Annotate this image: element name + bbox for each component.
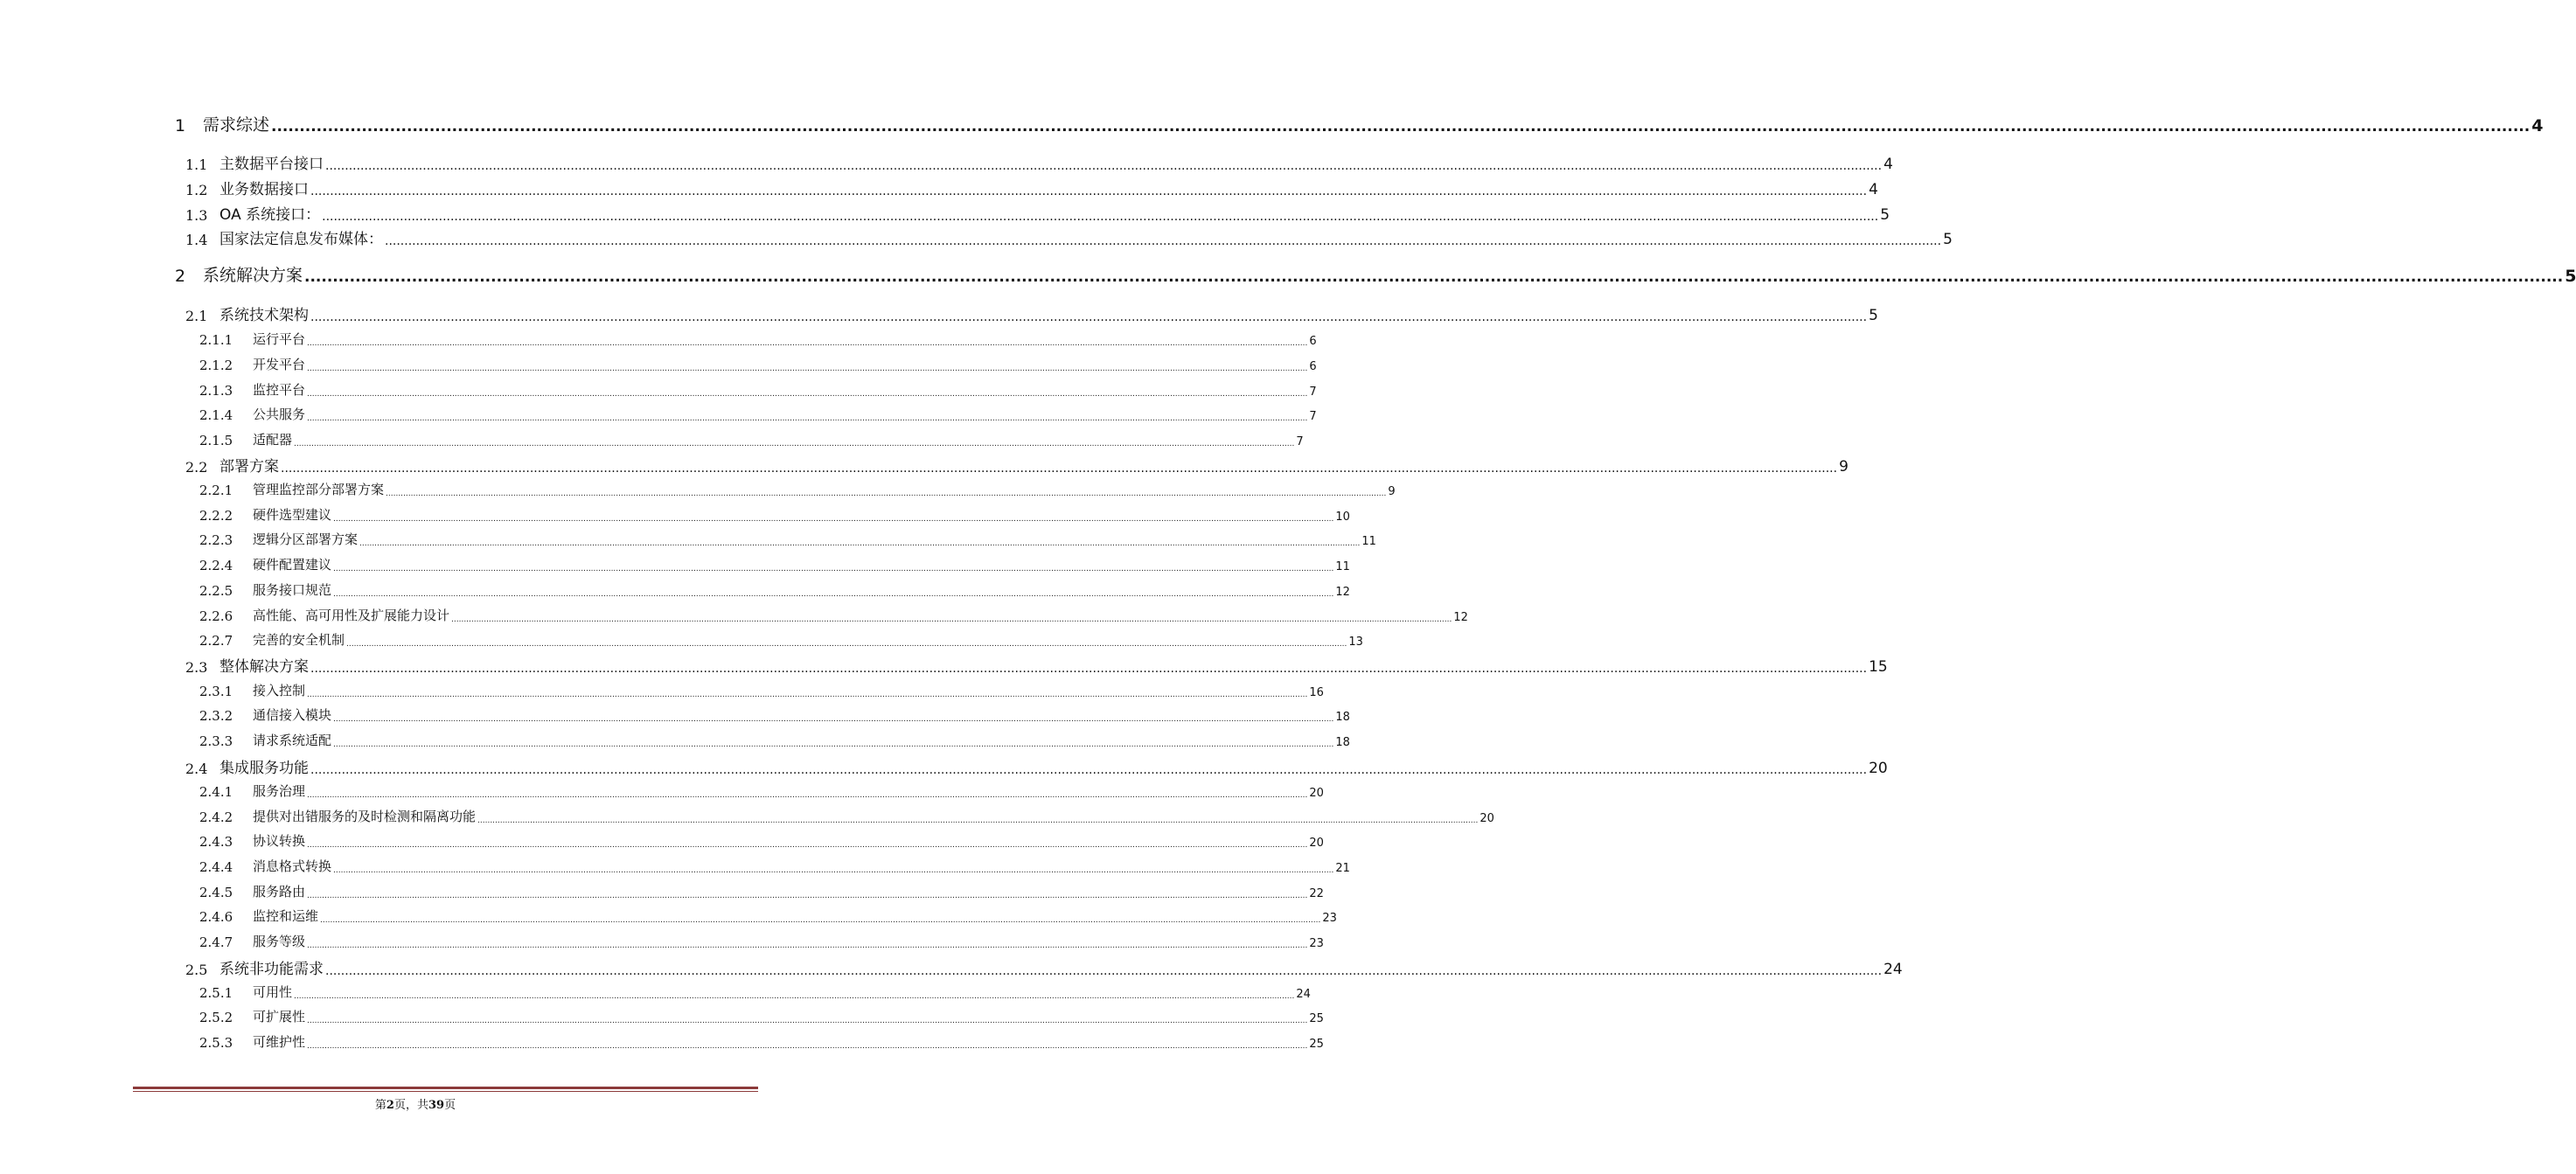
toc-entry[interactable] — [199, 630, 1363, 649]
toc-entry[interactable] — [199, 1032, 1324, 1051]
toc-leader-dots: ................................................................................................................................................................................................................................................................................................................................................................................................................ — [477, 816, 1479, 825]
toc-entry-page: 5 — [1943, 231, 1953, 248]
toc-entry-page: 11 — [1335, 560, 1350, 573]
page-footer — [0, 1095, 831, 1112]
toc-entry-title: 服务接口规范 — [253, 582, 332, 598]
toc-entry[interactable] — [185, 956, 1903, 978]
toc-entry[interactable] — [175, 112, 2544, 135]
toc-entry[interactable] — [199, 983, 1311, 1001]
toc-entry[interactable] — [185, 454, 1848, 476]
toc-entry-title: 接入控制 — [253, 683, 306, 698]
toc-entry-title: 监控和运维 — [253, 908, 319, 924]
toc-entry-number: 2.4.3 — [199, 834, 233, 850]
toc-entry-page: 9 — [1388, 485, 1396, 498]
toc-entry-number: 2.2.4 — [199, 558, 233, 573]
toc-entry-title: 高性能、高可用性及扩展能力设计 — [253, 608, 450, 623]
toc-entry-page: 23 — [1309, 937, 1324, 950]
toc-entry[interactable] — [199, 681, 1324, 699]
toc-leader-dots: ................................................................................................................................................................................................................................................................................................................................................................................................................ — [451, 615, 1452, 624]
toc-leader-dots: ................................................................................................................................................................................................................................................................................................................................................................................................................ — [385, 234, 1942, 248]
footer-middle: 页，共 — [393, 1099, 428, 1112]
toc-entry-title: 消息格式转换 — [253, 858, 332, 874]
toc-entry-page: 5 — [2565, 267, 2576, 286]
toc-entry[interactable] — [199, 505, 1350, 524]
toc-entry[interactable] — [199, 1007, 1324, 1025]
toc-entry-page: 21 — [1335, 862, 1350, 875]
toc-entry-title: 集成服务功能 — [219, 760, 309, 777]
toc-entry-number: 1.3 — [185, 207, 208, 224]
toc-entry-title: 监控平台 — [253, 382, 306, 398]
toc-entry-number: 2.4 — [185, 761, 208, 777]
toc-leader-dots: ................................................................................................................................................................................................................................................................................................................................................................................................................ — [294, 440, 1295, 448]
toc-entry-number: 2.4.1 — [199, 784, 233, 800]
toc-entry-title: 运行平台 — [253, 331, 306, 347]
toc-entry-page: 24 — [1296, 988, 1311, 1001]
toc-entry-page: 6 — [1309, 335, 1317, 348]
toc-entry-title: 可维护性 — [253, 1034, 306, 1050]
toc-entry-number: 1 — [175, 116, 186, 135]
toc-entry-page: 20 — [1309, 787, 1324, 800]
toc-entry-page: 20 — [1309, 837, 1324, 850]
toc-entry-title: 硬件配置建议 — [253, 557, 332, 573]
toc-leader-dots: ................................................................................................................................................................................................................................................................................................................................................................................................................ — [325, 964, 1883, 978]
toc-entry[interactable] — [199, 355, 1317, 373]
toc-entry[interactable] — [185, 755, 1888, 777]
toc-entry[interactable] — [199, 405, 1317, 423]
toc-leader-dots: ................................................................................................................................................................................................................................................................................................................................................................................................................ — [333, 740, 1334, 749]
toc-entry-number: 2.2.2 — [199, 508, 233, 524]
toc-entry-number: 2.3 — [185, 659, 208, 676]
toc-entry-title: 可扩展性 — [253, 1009, 306, 1025]
toc-entry-title: 通信接入模块 — [253, 707, 332, 723]
toc-entry[interactable] — [199, 430, 1304, 448]
toc-entry-page: 9 — [1839, 458, 1848, 476]
toc-leader-dots: ................................................................................................................................................................................................................................................................................................................................................................................................................ — [310, 310, 1868, 324]
toc-entry-title: 服务等级 — [253, 934, 306, 949]
toc-entry-title: 系统解决方案 — [203, 266, 303, 285]
toc-entry-title: 整体解决方案 — [219, 658, 309, 676]
toc-entry-title: 需求综述 — [203, 115, 270, 135]
toc-entry-title: 请求系统适配 — [253, 733, 332, 748]
toc-entry-number: 2.5.1 — [199, 985, 233, 1001]
toc-leader-dots: ................................................................................................................................................................................................................................................................................................................................................................................................................ — [271, 118, 2531, 135]
toc-entry-number: 2.1.5 — [199, 433, 233, 448]
toc-entry-title: 系统技术架构 — [219, 307, 309, 324]
toc-entry-page: 7 — [1296, 435, 1304, 448]
toc-entry[interactable] — [199, 380, 1317, 399]
toc-entry[interactable] — [185, 302, 1878, 324]
footer-current-page: 2 — [386, 1099, 394, 1112]
footer-total-pages: 39 — [428, 1099, 445, 1112]
toc-entry-number: 1.2 — [185, 182, 208, 198]
toc-entry-page: 4 — [2531, 116, 2544, 135]
toc-entry-page: 25 — [1309, 1012, 1324, 1025]
toc-leader-dots: ................................................................................................................................................................................................................................................................................................................................................................................................................ — [281, 462, 1838, 476]
toc-leader-dots: ................................................................................................................................................................................................................................................................................................................................................................................................................ — [307, 841, 1308, 850]
toc-leader-dots: ................................................................................................................................................................................................................................................................................................................................................................................................................ — [333, 515, 1334, 524]
toc-entry-page: 5 — [1880, 206, 1890, 224]
toc-entry[interactable] — [175, 262, 2576, 286]
toc-entry-number: 2.4.6 — [199, 909, 233, 925]
toc-entry-page: 18 — [1335, 711, 1350, 724]
toc-entry[interactable] — [199, 580, 1350, 599]
toc-entry-page: 15 — [1869, 658, 1888, 676]
toc-entry-page: 7 — [1309, 410, 1317, 423]
toc-entry-title: 提供对出错服务的及时检测和隔离功能 — [253, 809, 477, 824]
toc-entry-number: 1.1 — [185, 156, 208, 173]
toc-entry-page: 4 — [1869, 181, 1878, 198]
toc-entry-title: 国家法定信息发布媒体： — [219, 231, 383, 248]
toc-entry[interactable] — [185, 177, 1878, 198]
toc-entry[interactable] — [185, 654, 1888, 676]
toc-leader-dots: ................................................................................................................................................................................................................................................................................................................................................................................................................ — [386, 490, 1387, 498]
toc-entry[interactable] — [185, 151, 1893, 173]
toc-entry-number: 2.2.3 — [199, 532, 233, 548]
toc-entry-number: 2 — [175, 267, 186, 286]
toc-entry-page: 12 — [1335, 586, 1350, 599]
toc-leader-dots: ................................................................................................................................................................................................................................................................................................................................................................................................................ — [325, 159, 1883, 173]
toc-entry-number: 2.4.2 — [199, 809, 233, 825]
toc-leader-dots: ................................................................................................................................................................................................................................................................................................................................................................................................................ — [307, 791, 1308, 800]
toc-entry-title: 系统非功能需求 — [219, 961, 324, 978]
toc-entry-number: 2.1.3 — [199, 383, 233, 399]
toc-entry[interactable] — [199, 882, 1324, 900]
toc-leader-dots: ................................................................................................................................................................................................................................................................................................................................................................................................................ — [307, 365, 1308, 373]
toc-leader-dots: ................................................................................................................................................................................................................................................................................................................................................................................................................ — [307, 1017, 1308, 1025]
toc-entry-page: 5 — [1869, 307, 1878, 324]
toc-leader-dots: ................................................................................................................................................................................................................................................................................................................................................................................................................ — [333, 565, 1334, 573]
toc-entry-number: 2.1.4 — [199, 407, 233, 423]
toc-entry[interactable] — [199, 705, 1350, 724]
toc-entry-title: OA 系统接口： — [219, 206, 321, 224]
toc-entry-number: 2.1.1 — [199, 332, 233, 348]
toc-entry-title: 部署方案 — [219, 458, 279, 476]
toc-entry-page: 20 — [1479, 812, 1494, 825]
toc-entry[interactable] — [199, 480, 1396, 498]
toc-leader-dots: ................................................................................................................................................................................................................................................................................................................................................................................................................ — [307, 892, 1308, 900]
toc-entry[interactable] — [199, 907, 1337, 925]
toc-entry-number: 2.5 — [185, 962, 208, 978]
toc-entry-number: 2.4.5 — [199, 885, 233, 900]
toc-entry-number: 2.1 — [185, 308, 208, 324]
toc-entry-number: 2.3.1 — [199, 684, 233, 699]
toc-entry[interactable] — [199, 932, 1324, 950]
toc-entry-page: 4 — [1883, 156, 1893, 173]
toc-entry-page: 11 — [1361, 535, 1376, 548]
toc-entry-page: 7 — [1309, 386, 1317, 399]
toc-entry-page: 12 — [1453, 611, 1468, 624]
toc-entry-title: 业务数据接口 — [219, 181, 309, 198]
toc-entry[interactable] — [199, 831, 1324, 850]
footer-suffix: 页 — [444, 1099, 456, 1112]
toc-leader-dots: ................................................................................................................................................................................................................................................................................................................................................................................................................ — [307, 339, 1308, 348]
toc-entry[interactable] — [199, 782, 1324, 800]
toc-entry-number: 2.5.2 — [199, 1010, 233, 1025]
toc-entry[interactable] — [199, 530, 1376, 548]
toc-leader-dots: ................................................................................................................................................................................................................................................................................................................................................................................................................ — [333, 866, 1334, 875]
toc-entry-number: 2.2.7 — [199, 633, 233, 649]
toc-entry[interactable] — [199, 330, 1317, 348]
toc-entry-page: 16 — [1309, 686, 1324, 699]
toc-entry-number: 2.3.3 — [199, 733, 233, 749]
toc-entry[interactable] — [185, 226, 1953, 248]
toc-leader-dots: ................................................................................................................................................................................................................................................................................................................................................................................................................ — [310, 763, 1868, 777]
toc-entry[interactable] — [199, 807, 1494, 825]
toc-leader-dots: ................................................................................................................................................................................................................................................................................................................................................................................................................ — [294, 992, 1295, 1001]
footer-divider — [133, 1087, 758, 1089]
toc-leader-dots: ................................................................................................................................................................................................................................................................................................................................................................................................................ — [304, 268, 2564, 286]
toc-leader-dots: ................................................................................................................................................................................................................................................................................................................................................................................................................ — [307, 1042, 1308, 1051]
toc-entry-page: 10 — [1335, 511, 1350, 524]
toc-entry-title: 管理监控部分部署方案 — [253, 482, 385, 497]
toc-entry-number: 2.2 — [185, 459, 208, 476]
toc-entry[interactable] — [199, 606, 1468, 624]
toc-entry-number: 2.2.1 — [199, 483, 233, 498]
toc-entry-title: 协议转换 — [253, 833, 306, 849]
toc-entry-title: 服务治理 — [253, 783, 306, 799]
toc-leader-dots: ................................................................................................................................................................................................................................................................................................................................................................................................................ — [310, 662, 1868, 676]
toc-entry-page: 22 — [1309, 887, 1324, 900]
toc-leader-dots: ................................................................................................................................................................................................................................................................................................................................................................................................................ — [346, 640, 1347, 649]
toc-entry-page: 25 — [1309, 1038, 1324, 1051]
toc-entry-title: 公共服务 — [253, 406, 306, 422]
toc-entry[interactable] — [185, 202, 1890, 224]
toc-entry-number: 2.3.2 — [199, 708, 233, 724]
toc-leader-dots: ................................................................................................................................................................................................................................................................................................................................................................................................................ — [320, 916, 1321, 925]
toc-entry-title: 逻辑分区部署方案 — [253, 531, 359, 547]
toc-entry-page: 23 — [1322, 912, 1337, 925]
toc-leader-dots: ................................................................................................................................................................................................................................................................................................................................................................................................................ — [307, 414, 1308, 423]
toc-entry-title: 主数据平台接口 — [219, 156, 324, 173]
toc-leader-dots: ................................................................................................................................................................................................................................................................................................................................................................................................................ — [322, 210, 1879, 224]
toc-entry-number: 2.2.5 — [199, 583, 233, 599]
toc-leader-dots: ................................................................................................................................................................................................................................................................................................................................................................................................................ — [307, 941, 1308, 950]
toc-entry-number: 2.4.4 — [199, 859, 233, 875]
toc-leader-dots: ................................................................................................................................................................................................................................................................................................................................................................................................................ — [359, 539, 1361, 548]
toc-entry-number: 2.2.6 — [199, 608, 233, 624]
toc-entry-number: 2.4.7 — [199, 934, 233, 950]
toc-entry-page: 20 — [1869, 760, 1888, 777]
toc-entry-title: 开发平台 — [253, 357, 306, 372]
toc-entry-page: 24 — [1883, 961, 1903, 978]
toc-entry-page: 13 — [1348, 636, 1363, 649]
toc-entry-number: 1.4 — [185, 232, 208, 248]
toc-entry-number: 2.1.2 — [199, 358, 233, 373]
toc-entry[interactable] — [199, 731, 1350, 749]
toc-entry-title: 可用性 — [253, 984, 293, 1000]
toc-entry-title: 完善的安全机制 — [253, 632, 345, 648]
toc-leader-dots: ................................................................................................................................................................................................................................................................................................................................................................................................................ — [310, 184, 1868, 198]
toc-leader-dots: ................................................................................................................................................................................................................................................................................................................................................................................................................ — [307, 390, 1308, 399]
toc-entry[interactable] — [199, 857, 1350, 875]
toc-entry-title: 硬件选型建议 — [253, 507, 332, 523]
footer-divider-thin — [133, 1091, 758, 1092]
toc-entry[interactable] — [199, 555, 1350, 573]
toc-entry-number: 2.5.3 — [199, 1035, 233, 1051]
toc-entry-page: 6 — [1309, 360, 1317, 373]
toc-leader-dots: ................................................................................................................................................................................................................................................................................................................................................................................................................ — [307, 691, 1308, 699]
toc-entry-title: 适配器 — [253, 432, 293, 448]
toc-leader-dots: ................................................................................................................................................................................................................................................................................................................................................................................................................ — [333, 715, 1334, 724]
toc-leader-dots: ................................................................................................................................................................................................................................................................................................................................................................................................................ — [333, 590, 1334, 599]
toc-entry-page: 18 — [1335, 736, 1350, 749]
toc-entry-title: 服务路由 — [253, 884, 306, 900]
footer-prefix: 第 — [374, 1099, 386, 1112]
